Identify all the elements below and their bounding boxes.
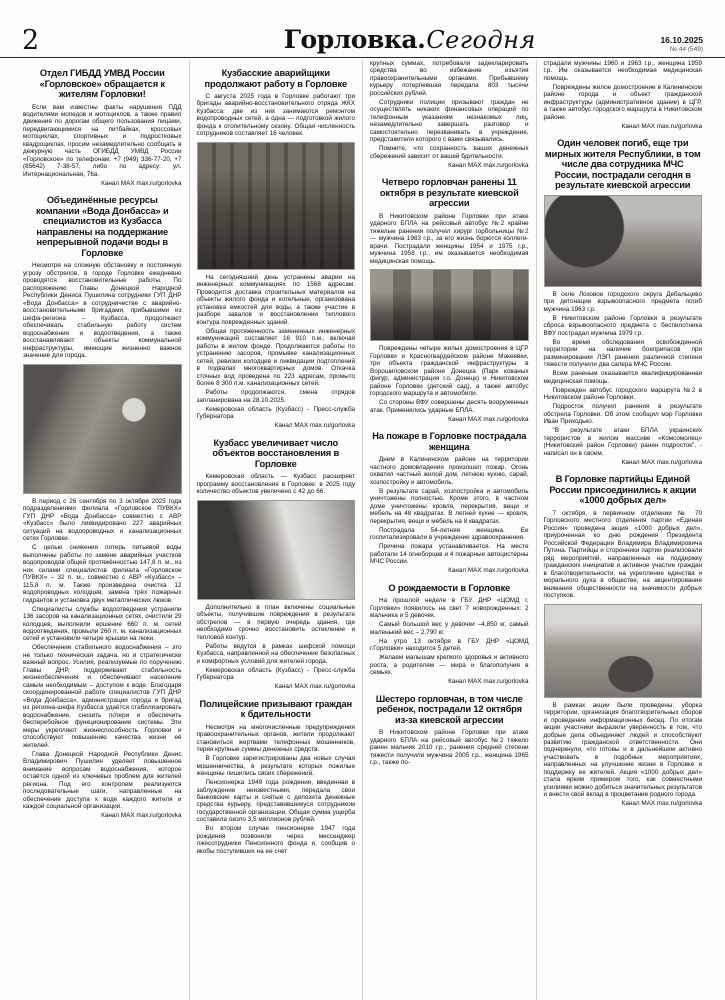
article-headline: Полицейские призывают граждан к бдительности [199, 698, 352, 720]
article-paragraph: Пострадала 54-летняя женщина. Ее госпитализировали в учреждение здравоохранения. [370, 526, 529, 542]
article-headline: Объединённые ресурсы компании «Вода Донбасса» и специалистов из Кузбасса направлены на поддержание непрерывной подачи воды в Горловке [35, 195, 169, 258]
article-paragraph: На сегодняшний день устранены аварии на инженерных коммуникациях по 1568 адресам. Проводится доставка строительных материалов на объекты жилого фонда и котельные, организована установка емкостей для воды, а также участие в разборе завалов и восстановлении теплового контура поврежденных зданий. [196, 273, 355, 326]
article-paragraph: Во время обследования освобожденной территории на наличие боеприпасов при разминировании ЛЭП ранения различной степени тяжести получили два сапера МЧС России. [543, 338, 702, 369]
article-paragraph: Повреждены жилое домостроение в Калининском районе города и объект гражданской инфраструктуры (административное здание) в ЦГР, а также автобус городского маршрута в Никитовском районе. [543, 83, 702, 121]
article-paragraph: Во втором случае пенсионерке 1947 года рождения позвонили через мессенджер лжесотрудники Пенсионного фонда и, сообщив о якобы поступивших на ее счет [196, 825, 355, 855]
article-paragraph: С целью снижения потерь питьевой воды выполнены работы по замене аварийных участков водопроводов общей протяжённостью 147,8 п. м., из них силами специалистов филиала «Горловское ПУВКХ» – 32 п. м., совместно с АВР «Кузбасс» – 115,8 п. м. Также произведена очистка 12 водопроводных колодцев, замена трёх пожарных гидрантов и установка двух металлических люков. [23, 544, 182, 604]
article-paragraph: Повреждены четыре жилых домостроения в ЦГР Горловки и Красногвардейском районе Макеевки, три объекта гражданской инфраструктуры в Ворошиловском районе Донецка (Парк кованых фигур, администрация г.о. Донецк) и Никитовском районе Горловки (детский сад), а также автобус городского маршрута и автомобили. [370, 345, 529, 398]
article-headline: Один человек погиб, еще три мирных жителя Республики, в том числе два сотрудника МЧС России, пострадали сегодня в результате киевской агрессии [544, 138, 701, 191]
article-paragraph: Обеспечение стабильного водоснабжения – это не только техническая задача, но и стратегически важный вопрос. Усилия, реализуемые по поручению Главы ДНР, поддерживают стабильность жизнеобеспечения и обеспечивают население самым необходимым – доступом к воде. Благодаря скоординированной работе специалистов ГУП ДНР «Вода Донбасса», администрации города и бригад из региона-шефа Кузбасса удаётся стабилизировать водоснабжение, снизить потери и обеспечить бесперебойное функционирование системы. Эти меры укрепляют жизнеспособность Горловки и способствуют повышению качества жизни её жителей. [23, 644, 182, 749]
channel-byline: Канал MAX max.ru/gorlovka [621, 800, 702, 808]
article-paragraph: Работы продолжаются, смена отрядов запланирована на 28.10.2025. [196, 389, 355, 404]
photo-repaired-room-interior [197, 500, 356, 600]
article-paragraph: Кемеровская область (Кузбасс) - Пресс-служба Губернатора [196, 666, 355, 682]
article-paragraph: Причина пожара устанавливается. На месте работали 14 огнеборцев и 4 пожарные автоцистерны МЧС России. [370, 543, 529, 566]
article-paragraph: С августа 2025 года в Горловке работают три бригады аварийно-восстановительного отряда ЖКХ Кузбасса: две из них занимаются ремонтом водопроводных сетей, а одна — подготовкой жилого фонда к отопительному сезону. Общая численность сотрудников составляет 16 человек. [196, 93, 355, 138]
masthead [284, 25, 536, 54]
article-headline: В Горловке партийцы Единой России присоединились к акции «1000 добрых дел» [549, 474, 697, 506]
article-paragraph: Несмотря на многочисленные предупреждения правоохранительных органов, жители продолжают становиться жертвами телефонных мошенников, теряя крупные суммы денежных средств. [196, 723, 355, 754]
channel-byline: Канал MAX max.ru/gorlovka [448, 678, 529, 685]
article-paragraph: В рамках акции были проведены: уборка территории, организация благотворительных сборов и проведение информационных бесед. По итогам акции участники выразили уверенность в том, что добрые дела объединяют людей и способствуют развитию гражданской ответственности. Они подчеркнули, что готовы и в дальнейшем активно участвовать в подобных мероприятиях, направленных на улучшение жизни в Горловке и поддержку ее жителей. Акция «1000 добрых дел» стала ярким примером того, как совместными усилиями можно добиться значительных результатов и внести свой вклад в процветание родного города. [543, 701, 702, 799]
article-paragraph: На утро 13 октября в ГБУ ДНР «ЦОМД г.Горловки» находится 5 детей. [370, 637, 529, 653]
article-paragraph: Несмотря на сложную обстановку и постоянную угрозу обстрелов, в городе Горловке ежедневно проводятся восстановительные работы. По распоряжению Главы Донецкой Народной Республики Дениса Пушилина сотрудники ГУП ДНР «Вода Донбасса» в сотрудничестве с аварийно-восстановительными бригадами, прибывшими из шефа-региона – Кузбасса, продолжают обеспечивать стабильную работу систем водоснабжения и водоотведения, а также восстанавливают объекты коммунальной инфраструктуры, имеющие жизненно важное значение для города. [23, 262, 182, 360]
issue-info [660, 35, 703, 54]
article-paragraph: Поврежден автобус городского маршрута №2 в Никитовском районе Горловки. [543, 386, 702, 402]
page-number: 2 [22, 25, 40, 56]
channel-byline: Канал MAX max.ru/gorlovka [101, 179, 182, 187]
article-paragraph: Общая протяженность замененных инженерных коммуникаций составляет 16 910 п.м., включая работы в жилом фонде. Продолжаются работы по устранению засоров, промывке канализационных сетей, ревизии колодцев и ликвидации подтоплений в подвалах многоквартирных домов. Откачка сточных вод проведена по 223 адресам, промыто более 8 300 п.м. канализационных сетей. [196, 327, 355, 388]
article-paragraph: Глава Донецкой Народной Республики Денис Владимирович Пушилин уделяет повышенное внимание вопросам водоснабжения, которое остаётся одной из ключевых проблем для жителей региона. Под его контролем реализуются последовательные шаги, направленные на обеспечение доступа к воде каждого жителя и каждой социальной организации. [23, 750, 182, 811]
article-paragraph: На прошлой неделе в ГБУ ДНР «ЦОМД г. Горловки» появилось на свет 7 новорожденных: 2 мальчика и 5 девочек. [370, 597, 529, 620]
photo-volunteers-cleanup [544, 604, 703, 698]
channel-byline: Канал MAX max.ru/gorlovka [621, 458, 702, 466]
column-3 [362, 60, 536, 1000]
article-columns [0, 58, 725, 1000]
masthead-title-bold: Горловка. [283, 25, 426, 54]
article-headline: На пожаре в Горловке пострадала женщина [372, 431, 527, 452]
article-paragraph: Сотрудники полиции призывают граждан не осуществлять никаких финансовых операций по телефонным указаниям незнакомых лиц, незамедлительно завершать разговор и самостоятельно перезванивать в учреждение, представители которого с вами связывались. [370, 98, 529, 144]
article-headline: Кузбасс увеличивает число объектов восстановления в Горловке [212, 437, 340, 469]
article-paragraph: Самый большой вес у девочки –4,850 кг, самый маленький вес – 2,790 кг. [370, 621, 529, 636]
article-headline: Шестеро горловчан, в том числе ребенок, пострадали 12 октября из-за киевской агрессии [375, 693, 523, 725]
article-paragraph: Специалисты службы водоотведения устранили 136 засоров на канализационных сетях, очистили 29 колодцев, выполнили ершение 660 п. м. сетей водоотведения, промыли 260 п. м. канализационных сетей и установили четыре крышки на люки. [23, 605, 182, 643]
article-headline: Кузбасские аварийщики продолжают работу в Горловке [204, 68, 347, 89]
article-paragraph: Подросток получил ранения в результате обстрела Горловки. Об этом сообщил мэр Горловки Иван Приходько. [543, 403, 702, 426]
photo-water-repair-trench [23, 364, 182, 494]
article-paragraph: "В результате атаки БПЛА украинских террористов в жилом массиве «Комсомолец» (Никитовский район Горловки) ранен подросток", - написал он в своем. [543, 427, 702, 457]
article-paragraph: Пенсионерка 1949 года рождения, введенная в заблуждение неизвестными, передала свои банковские карты и снятые с депозита денежные средства курьеру, представившемуся сотрудником государственной организации. Общая сумма ущерба составила около 3,5 миллионов рублей. [196, 779, 355, 824]
column-2 [189, 60, 363, 1000]
channel-byline: Канал MAX max.ru/gorlovka [101, 812, 182, 820]
article-paragraph: 7 октября, в первичном отделении № 70 Горловского местного отделения партии «Единая Россия» проведена акция «1000 добрых дел», приуроченная ко дню рождения Президента Российской Федерации Владимира Владимировича Путина. Партийцы и сторонники партии реализовали ряд мероприятий, направленных на поддержку гражданских инициатив и активное участие граждан в благотворительности, на укрепление единства и морального духа в обществе, на акцентирование внимания общественности на значимости добрых поступков. [543, 509, 702, 600]
article-paragraph: Помните, что сохранность ваших денежных сбережений зависит от вашей бдительности. [370, 145, 529, 160]
column-4 [536, 60, 710, 1000]
article-paragraph: Всем раненым оказывается квалифицированная медицинская помощь. [543, 370, 702, 385]
article-paragraph: Днем в Калининском районе на территории частного домовладения произошел пожар. Огонь охватил частный жилой дом, летнюю кухню, сарай, хозпостройку и автомобиль. [370, 456, 529, 486]
channel-byline: Канал MAX max.ru/gorlovka [621, 122, 702, 130]
article-paragraph: Кемеровская область — Кузбасс расширяет программу восстановления в Горловке: в 2025 году количество объектов увеличено с 42 до 66. [196, 473, 355, 496]
column-1 [16, 60, 189, 1000]
article-paragraph: Если вам известны факты нарушения ПДД водителями мопедов и мотоциклов, а также правил движения по дорогам общего пользования лицами, передвигающимися на питбайках, кроссовых мотоциклах, спортивных и подростковых квадроциклах, просим незамедлительно сообщать в дежурную часть ОГИБДД УМВД России «Горловское» по телефонам: +7 (949) 336-77-20, +7 (85642) 7-38-57, либо по адресу: ул. Интернациональная, 76а. [23, 103, 182, 178]
channel-byline: Канал MAX max.ru/gorlovka [448, 567, 529, 575]
article-headline: О рождаемости в Горловке [388, 582, 511, 593]
channel-byline: Канал MAX max.ru/gorlovka [448, 161, 529, 169]
channel-byline: Канал MAX max.ru/gorlovka [274, 683, 355, 691]
issue-number: № 44 (549) [670, 45, 703, 53]
issue-date: 16.10.2025 [660, 35, 703, 46]
article-paragraph: крупных суммах, потребовали задекларировать средства во избежание изъятия правоохранительными органами. Прибывшему курьеру потерпевшая передала 803 тысячи российских рублей. [370, 60, 529, 97]
article-headline: Отдел ГИБДД УМВД России «Горловское» обращается к жителям Горловки! [39, 68, 165, 99]
article-headline: Четверо горловчан ранены 11 октября в результате киевской агрессии [379, 177, 519, 209]
article-paragraph: В результате сарай, хозпостройка и автомобиль уничтожены полностью. Кроме этого, в частном доме уничтожены кровля, перекрытия, вещи и мебель на 48 квадратах. В летней кухне — кровля, перекрытия, вещи и мебель на 8 квадратах. [370, 487, 529, 525]
article-paragraph: В Никитовском районе Горловки в результате сброса взрывоопасного предмета с беспилотника ВФУ пострадал мужчина 1979 г.р. [543, 314, 702, 337]
article-paragraph: Со стороны ВФУ совершены десять вооруженных атак. Применялись ударные БПЛА. [370, 399, 529, 414]
page-header [0, 0, 725, 58]
article-paragraph: Дополнительно в план включены социальные объекты, получившие повреждения в результате обстрелов — в первую очередь здания, где необходимо срочно восстановить остекление и тепловой контур. [196, 603, 355, 641]
article-paragraph: Желаем малышам крепкого здоровья и активного роста, а родителям — мира и благополучия в семьях. [370, 654, 529, 677]
photo-attacked-city-bus [544, 195, 703, 287]
article-paragraph: В Горловке зарегистрированы два новых случая мошенничества, в результате которых пожилые женщины лишились своих сбережений. [196, 755, 355, 778]
channel-byline: Канал MAX max.ru/gorlovka [448, 415, 529, 423]
photo-damaged-bus-route2 [370, 269, 529, 341]
article-paragraph: Работы ведутся в рамках шефской помощи Кузбасса, направленной на обеспечение безопасных и комфортных условий для жителей города. [196, 642, 355, 665]
article-paragraph: Кемеровская область (Кузбасс) - Пресс-служба Губернатора [196, 405, 355, 421]
photo-damaged-apartment-building [197, 142, 356, 270]
channel-byline: Канал MAX max.ru/gorlovka [274, 422, 355, 430]
article-paragraph: В селе Лозовое городского округа Дебальцево при детонации взрывоопасного предмета погиб мужчина 1963 г.р. [543, 290, 702, 313]
article-paragraph: В Никитовском районе Горловки при атаке ударного БПЛА на рейсовый автобус №2 крайне тяжелые ранения получил хирург горбольницы №2 — мужчина 1983 г.р., за его жизнь борются коллеги-врачи. Пострадали женщины 1954 и 1975 г.р., мужчина 1958 г.р., им оказывается необходимая медицинская помощь. [370, 212, 529, 265]
article-paragraph: В период с 26 сентября по 3 октября 2025 года подразделениями филиала «Горловское ПУВКХ» ГУП ДНР «Вода Донбасса» совместно с АВР «Кузбасс» было ликвидировано 227 аварийных ситуаций на водопроводных и канализационных сетях Горловки. [23, 497, 182, 543]
masthead-title-script: Сегодня [426, 26, 536, 54]
article-paragraph: В Никитовском районе Горловки при атаке ударного БПЛА на рейсовый автобус №2 тяжело ранен мальчик 2010 г.р., ранения средней степени тяжести получили мужчина 2005 г.р., женщина 1965 г.р., также по- [370, 729, 529, 767]
article-paragraph: страдали мужчины 1960 и 1963 г.р., женщина 1959 г.р. Им оказывается необходимая медицинская помощь. [543, 60, 702, 82]
